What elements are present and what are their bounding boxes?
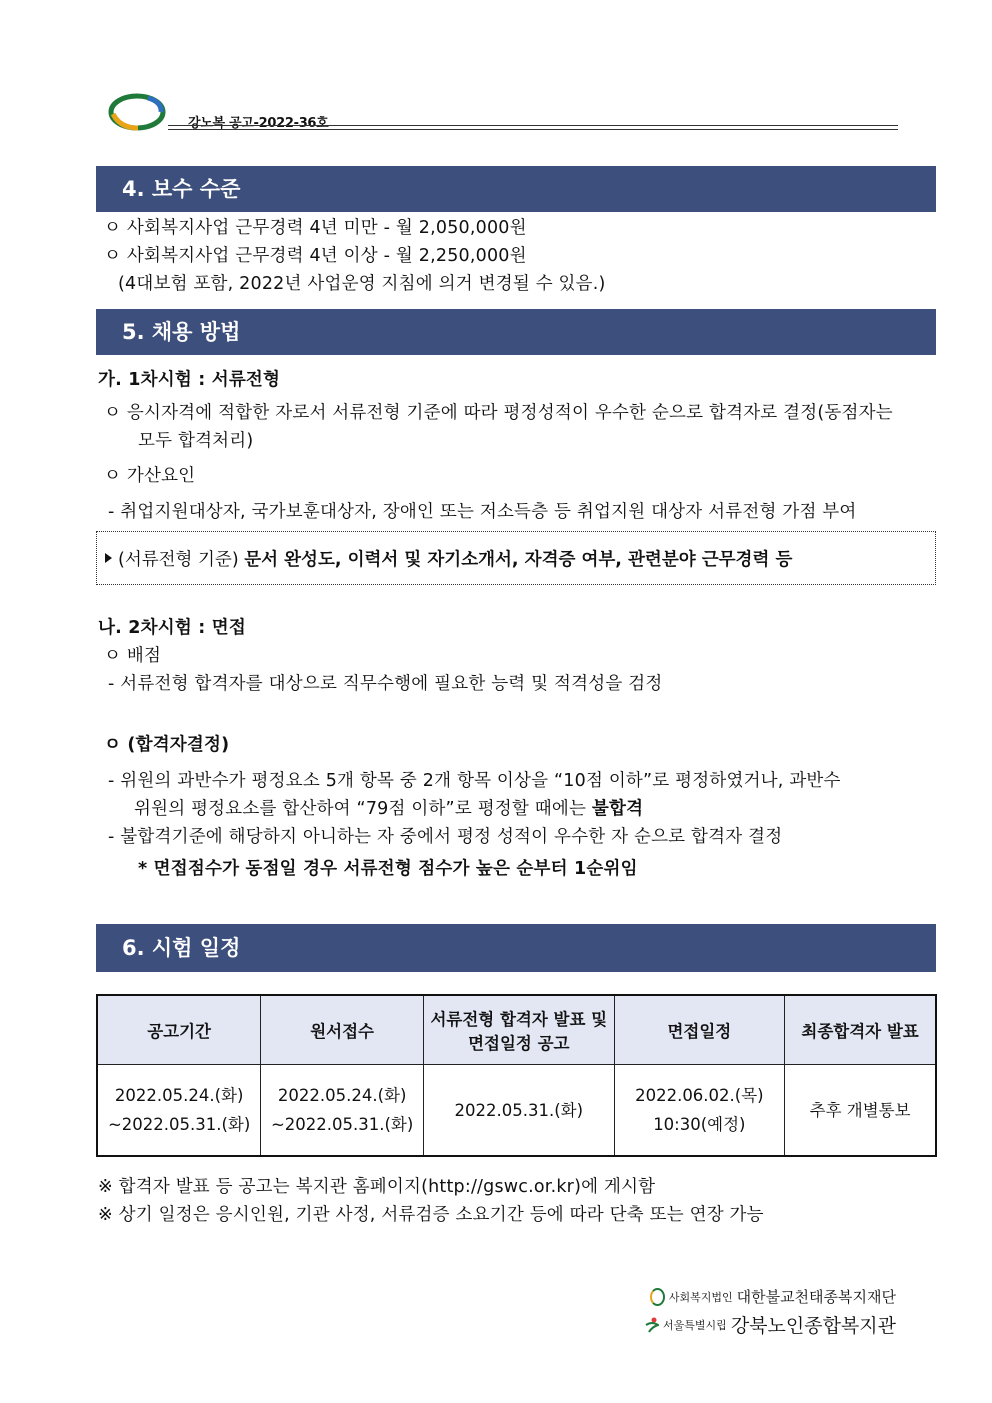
table-header-row: [97, 995, 936, 1065]
section-5-title: 5. 채용 방법: [96, 309, 936, 355]
document-screening-rule: ㅇ 응시자격에 적합한 자로서 서류전형 기준에 따라 평정성적이 우수한 순으로 합격자로 결정(동점자는: [104, 403, 893, 423]
cell-line: 2022.05.24.(화): [277, 1086, 407, 1105]
subsection-a-title: 가. 1차시험 : 서류전형: [98, 370, 281, 390]
scoring-detail: - 서류전형 합격자를 대상으로 직무수행에 필요한 능력 및 적격성을 검정: [108, 674, 663, 694]
cell-line: ~2022.05.31.(화): [270, 1115, 414, 1134]
header-rule: [168, 129, 898, 130]
cell-line: 10:30(예정): [653, 1115, 746, 1134]
table-cell: [614, 1065, 785, 1157]
header-cell: 공고기간: [97, 995, 261, 1065]
bonus-factor-title: ㅇ 가산요인: [104, 466, 196, 486]
subsection-b-title: 나. 2차시험 : 면접: [98, 618, 246, 638]
triangle-bullet-icon: [105, 553, 112, 563]
foundation-logo-icon: [650, 1288, 665, 1306]
note-1: ※ 합격자 발표 등 공고는 복지관 홈페이지(http://gswc.or.kr)에 게시함: [98, 1177, 656, 1197]
seoul-logo-icon: [645, 1317, 659, 1333]
table-row: [97, 1065, 936, 1157]
salary-note: (4대보험 포함, 2022년 사업운영 지침에 의거 변경될 수 있음.): [118, 274, 606, 294]
document-screening-rule-cont: 모두 합격처리): [138, 431, 254, 451]
header-cell: 최종합격자 발표: [785, 995, 936, 1065]
fail-criteria-text: 위원의 평정요소를 합산하여 “79점 이하”로 평정할 때에는: [134, 799, 592, 819]
bonus-factor-detail: - 취업지원대상자, 국가보훈대상자, 장애인 또는 저소득층 등 취업지원 대상자 서류전형 가점 부여: [108, 502, 857, 522]
scoring-title: ㅇ 배점: [104, 646, 162, 666]
salary-line-2: ㅇ 사회복지사업 근무경력 4년 이상 - 월 2,250,000원: [104, 246, 527, 266]
cell-line: 2022.06.02.(목): [635, 1086, 764, 1105]
criteria-text: 문서 완성도, 이력서 및 자기소개서, 자격증 여부, 관련분야 근무경력 등: [244, 550, 793, 570]
table-cell: [261, 1065, 424, 1157]
note-2: ※ 상기 일정은 응시인원, 기관 사정, 서류검증 소요기간 등에 따라 단축 또는 연장 가능: [98, 1205, 764, 1225]
pass-decision-title: ㅇ (합격자결정): [104, 735, 230, 755]
pass-rule-line: - 불합격기준에 해당하지 아니하는 자 중에서 평정 성적이 우수한 자 순으로 합격자 결정: [108, 827, 783, 847]
header-cell: [424, 995, 615, 1065]
cell-line: ~2022.05.31.(화): [107, 1115, 251, 1134]
org-1-type: 사회복지법인: [668, 1290, 733, 1304]
tie-break-note: * 면접점수가 동점일 경우 서류전형 점수가 높은 순부터 1순위임: [138, 859, 638, 879]
footer-organization: [645, 1286, 896, 1338]
header-cell: 면접일정: [614, 995, 785, 1065]
fail-criteria-line-cont: [134, 795, 643, 820]
criteria-label: (서류전형 기준): [118, 550, 239, 570]
section-6-title: 6. 시험 일정: [96, 924, 936, 972]
schedule-table: [96, 994, 937, 1157]
section-4-title: 4. 보수 수준: [96, 166, 936, 212]
org-1: [645, 1286, 896, 1307]
header-rule: [168, 125, 898, 126]
table-cell: [97, 1065, 261, 1157]
org-1-name: 대한불교천태종복지재단: [736, 1288, 896, 1306]
fail-word: 불합격: [591, 799, 644, 819]
org-2: [645, 1311, 896, 1338]
fail-criteria-line: - 위원의 과반수가 평정요소 5개 항목 중 2개 항목 이상을 “10점 이하”로 평정하였거나, 과반수: [108, 771, 841, 791]
notice-number: 강노복 공고-2022-36호: [188, 116, 329, 131]
org-2-type: 서울특별시립: [663, 1318, 727, 1332]
header-cell-line: 면접일정 공고: [468, 1034, 570, 1053]
header-cell: 원서접수: [261, 995, 424, 1065]
criteria-box: [96, 531, 936, 585]
header-cell-line: 서류전형 합격자 발표 및: [430, 1010, 608, 1029]
cell-line: 2022.05.24.(화): [114, 1086, 244, 1105]
table-cell: 추후 개별통보: [785, 1065, 936, 1157]
logo-icon: [108, 92, 166, 132]
table-cell: 2022.05.31.(화): [424, 1065, 615, 1157]
salary-line-1: ㅇ 사회복지사업 근무경력 4년 미만 - 월 2,050,000원: [104, 218, 527, 238]
org-2-name: 강북노인종합복지관: [730, 1315, 896, 1337]
